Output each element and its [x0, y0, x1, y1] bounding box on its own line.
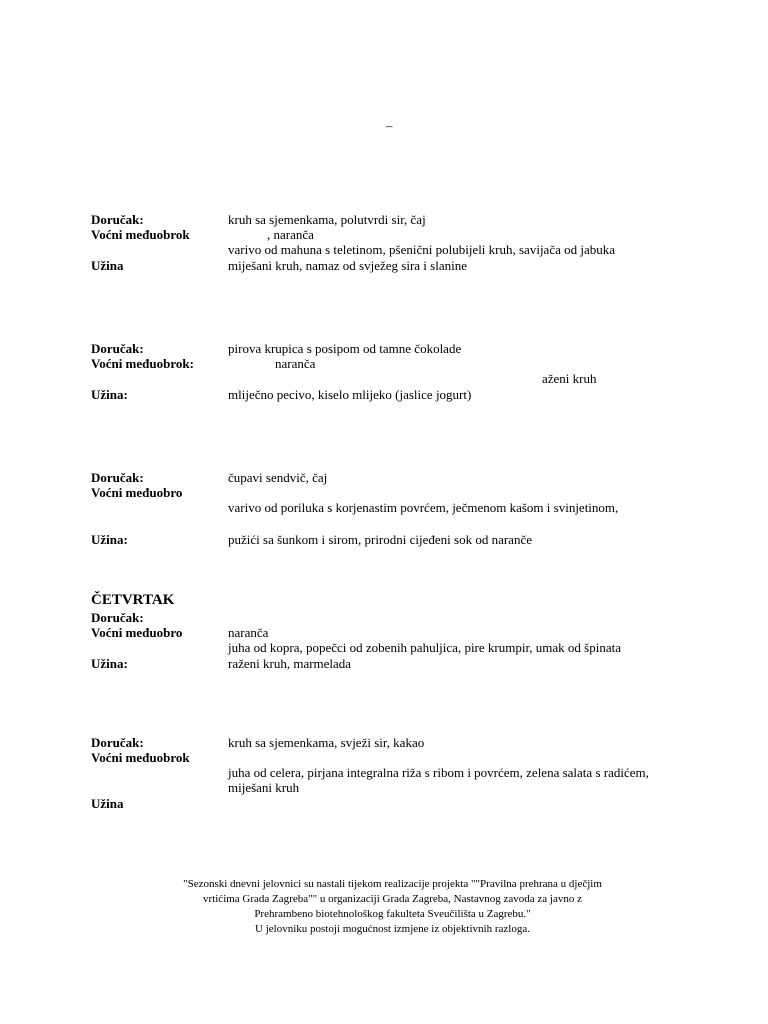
- lunch-value: juha od kopra, popečci od zobenih pahuljica, pire krumpir, umak od špinata: [228, 640, 621, 655]
- fruit-snack-value: , naranča: [267, 227, 314, 242]
- afternoon-snack-label: Užina: [91, 258, 124, 273]
- footer-line: Prehrambeno biotehnološkog fakulteta Sveučilišta u Zagrebu.": [254, 908, 531, 920]
- afternoon-snack-value: pužići sa šunkom i sirom, prirodni cijeđeni sok od naranče: [228, 532, 532, 547]
- fruit-snack-label: Voćni međuobrok:: [91, 356, 194, 371]
- afternoon-snack-label: Užina:: [91, 387, 128, 402]
- afternoon-snack-label: Užina:: [91, 532, 128, 547]
- fruit-snack-value: naranča: [228, 625, 269, 640]
- footer-line: "Sezonski dnevni jelovnici su nastali tijekom realizacije projekta ""Pravilna prehrana u dječjim: [183, 878, 602, 890]
- lunch-value: varivo od mahuna s teletinom, pšenični polubijeli kruh, savijača od jabuka: [228, 242, 616, 257]
- footer-line: U jelovniku postoji mogućnost izmjene iz objektivnih razloga.: [255, 923, 530, 935]
- footer-note: [110, 877, 675, 937]
- lunch-value: aženi kruh: [542, 371, 597, 386]
- lunch-value: varivo od poriluka s korjenastim povrćem, ječmenom kašom i svinjetinom,: [228, 500, 619, 515]
- lunch-value: juha od celera, pirjana integralna riža s ribom i povrćem, zelena salata s radićem,: [228, 765, 649, 780]
- fruit-snack-label: Voćni međuobro: [91, 485, 183, 500]
- afternoon-snack-value: miješani kruh, namaz od svježeg sira i slanine: [228, 258, 467, 273]
- fruit-snack-value: naranča: [275, 356, 316, 371]
- lunch-value-continued: miješani kruh: [228, 780, 300, 795]
- afternoon-snack-value: raženi kruh, marmelada: [228, 656, 352, 671]
- fruit-snack-label: Voćni međuobrok: [91, 750, 190, 765]
- breakfast-value: kruh sa sjemenkama, svježi sir, kakao: [228, 735, 425, 750]
- fruit-snack-label: Voćni međuobro: [91, 625, 183, 640]
- breakfast-value: čupavi sendvič, čaj: [228, 470, 328, 485]
- breakfast-value: kruh sa sjemenkama, polutvrdi sir, čaj: [228, 212, 426, 227]
- footer-line: vrtićima Grada Zagreba"" u organizaciji Grada Zagreba, Nastavnog zavoda za javno z: [203, 893, 582, 905]
- fruit-snack-label: Voćni međuobrok: [91, 227, 190, 242]
- breakfast-label: Doručak:: [91, 610, 144, 625]
- breakfast-label: Doručak:: [91, 212, 144, 227]
- day-title: ČETVRTAK: [91, 592, 175, 608]
- breakfast-label: Doručak:: [91, 470, 144, 485]
- afternoon-snack-label: Užina:: [91, 656, 128, 671]
- breakfast-label: Doručak:: [91, 341, 144, 356]
- header-dash: –: [386, 118, 393, 133]
- afternoon-snack-label: Užina: [91, 796, 124, 811]
- afternoon-snack-value: mliječno pecivo, kiselo mlijeko (jaslice jogurt): [228, 387, 472, 402]
- breakfast-label: Doručak:: [91, 735, 144, 750]
- breakfast-value: pirova krupica s posipom od tamne čokolade: [228, 341, 462, 356]
